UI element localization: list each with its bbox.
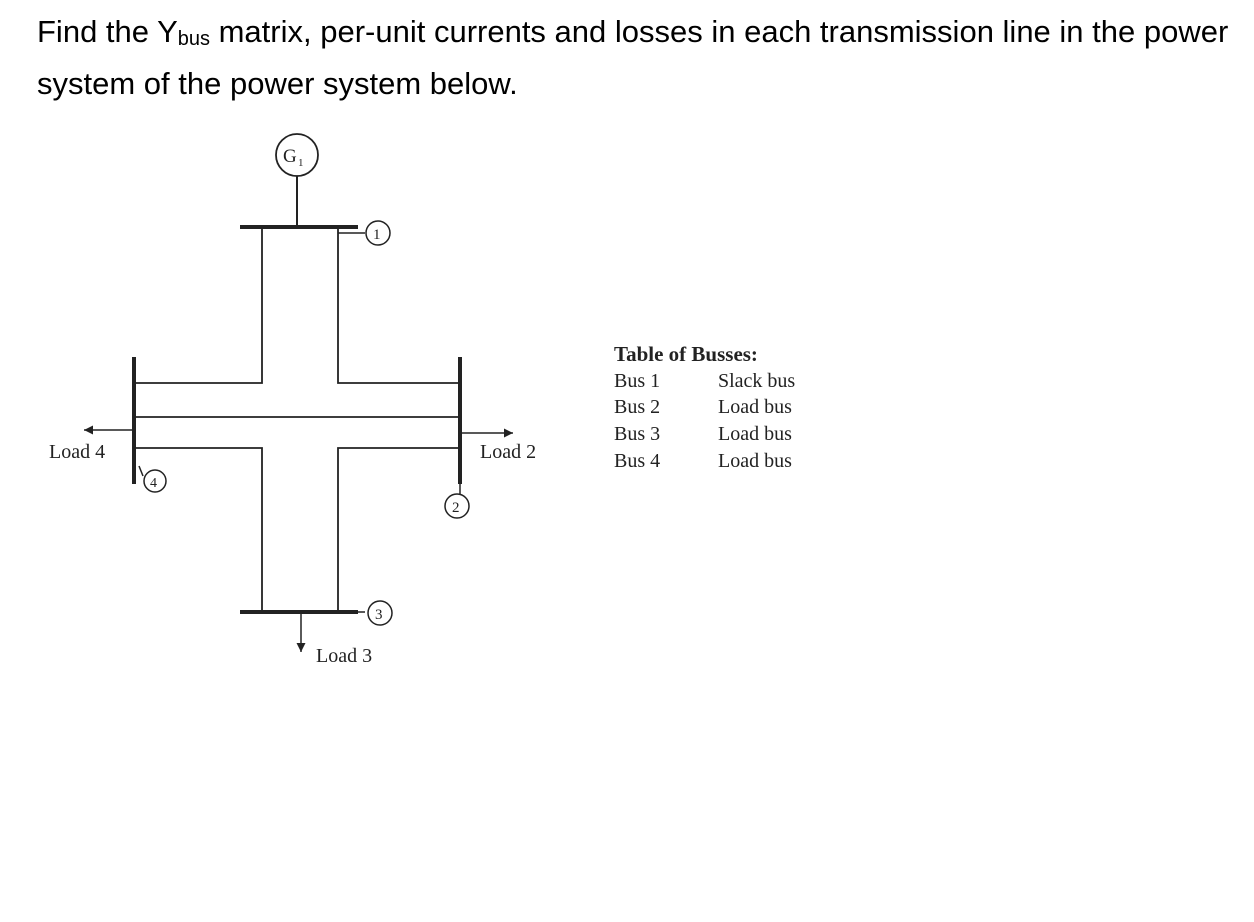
bus-table-bus-2: Bus 2	[614, 396, 661, 418]
bus-table-type-4: Load bus	[718, 450, 792, 472]
bus-4	[134, 357, 166, 492]
load-4-label: Load 4	[49, 441, 106, 463]
bus-2	[445, 357, 469, 518]
bus-table-bus-4: Bus 4	[614, 450, 661, 472]
load-4	[49, 430, 134, 463]
generator-subscript: 1	[298, 157, 304, 169]
load-2	[460, 433, 536, 463]
load-3-label: Load 3	[316, 645, 373, 667]
generator-g1	[276, 134, 318, 176]
bus-4-label-leader	[139, 466, 143, 476]
load-3	[301, 612, 372, 667]
question-part2: matrix, per-unit currents and losses in each transmission line in the power system of the power system below.	[37, 14, 1229, 101]
bus-table-type-1: Slack bus	[718, 370, 796, 392]
load-2-label: Load 2	[480, 441, 537, 463]
line-2-3	[338, 448, 460, 612]
line-1-2	[338, 227, 460, 383]
bus-1-number: 1	[373, 227, 381, 243]
bus-table-type-2: Load bus	[718, 396, 792, 418]
bus-table	[614, 342, 795, 472]
line-3-4	[134, 448, 262, 612]
question-part1: Find the Y	[37, 14, 178, 49]
bus-3-number: 3	[375, 607, 383, 623]
transmission-lines	[134, 227, 460, 612]
bus-table-bus-3: Bus 3	[614, 423, 661, 445]
bus-4-number: 4	[150, 476, 157, 491]
bus-table-type-3: Load bus	[718, 423, 792, 445]
line-1-4	[134, 227, 262, 383]
bus-2-number: 2	[452, 500, 460, 516]
bus-table-bus-1: Bus 1	[614, 370, 661, 392]
generator-label: G	[283, 146, 297, 167]
bus-table-title: Table of Busses:	[614, 342, 758, 366]
ybus-subscript: bus	[177, 28, 210, 50]
